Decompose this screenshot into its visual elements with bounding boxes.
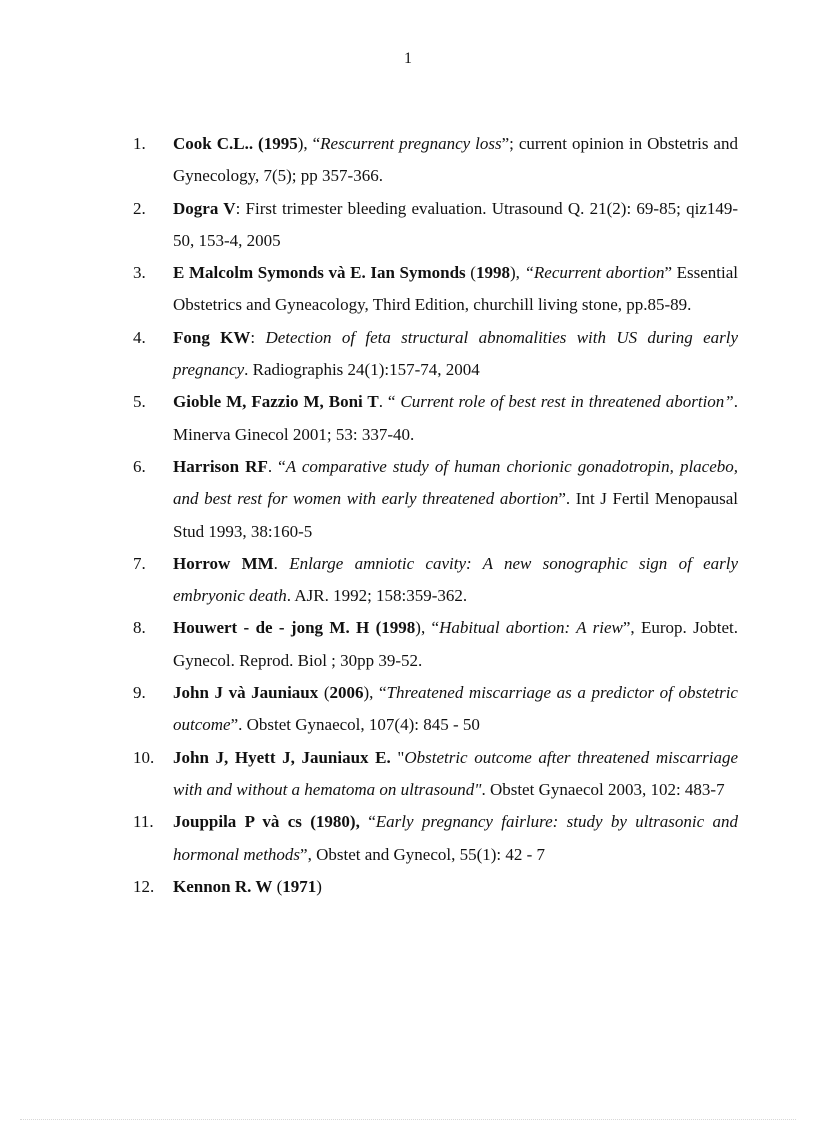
reference-text: . “: [378, 392, 401, 412]
reference-text: :: [250, 327, 266, 347]
reference-list: [133, 128, 738, 903]
reference-title: Obstetric outcome after threatened miscarriage with and without a hematoma on ultrasound": [173, 747, 738, 799]
reference-number: 5.: [133, 392, 146, 412]
reference-title: Enlarge amniotic cavity: A new sonographic sign of early embryonic death: [173, 553, 739, 606]
reference-number: 12.: [133, 876, 155, 896]
reference-authors: Cook C.L.. (1995: [173, 134, 298, 153]
reference-authors: Houwert - de - jong M. H (1998: [173, 618, 416, 638]
reference-item: [133, 548, 738, 613]
reference-number: 1.: [133, 134, 146, 153]
reference-item: [133, 193, 738, 258]
reference-text: ),: [509, 263, 525, 283]
reference-item: [133, 871, 738, 903]
reference-text: . AJR. 1992; 158:359-362.: [286, 586, 468, 606]
reference-authors: Dogra V: [173, 198, 236, 218]
reference-authors: Gioble M, Fazzio M, Boni T: [173, 392, 379, 412]
reference-authors: John J và Jauniaux: [173, 683, 319, 703]
reference-title: A comparative study of human chorionic gonadotropin, placebo, and best rest for women with early threatened abortion: [173, 456, 739, 509]
reference-text: ”; current opinion in Obstetris and Gynecology, 7(5); pp 357-366.: [173, 134, 738, 186]
reference-item: [133, 322, 738, 387]
reference-text: (: [272, 876, 283, 896]
reference-text: : First trimester bleeding evaluation. Utrasound Q. 21(2): 69-85; qiz149-50, 153-4, 2005: [173, 198, 739, 250]
reference-title: Detection of feta structural abnomalities with US during early pregnancy: [173, 327, 738, 380]
reference-item: [133, 386, 738, 451]
reference-text: ), “: [363, 683, 387, 703]
reference-text: ”, Obstet and Gynecol, 55(1): 42 - 7: [300, 844, 546, 864]
reference-text: (: [465, 263, 476, 283]
reference-text: . Radiographis 24(1):157-74, 2004: [244, 360, 480, 380]
reference-number: 10.: [133, 747, 155, 767]
reference-text: ), “: [415, 618, 440, 638]
reference-authors: Kennon R. W: [173, 876, 273, 896]
reference-authors: Harrison RF: [173, 456, 268, 476]
page-bottom-divider: [20, 1119, 796, 1120]
reference-text: . “: [267, 456, 286, 476]
reference-text: . Obstet Gynaecol 2003, 102: 483-7: [481, 779, 725, 799]
reference-text: ”, Europ. Jobtet. Gynecol. Reprod. Biol ; 30pp 39-52.: [173, 618, 738, 670]
reference-number: 8.: [133, 618, 146, 638]
reference-text: ), “: [297, 134, 321, 153]
reference-text: .: [273, 553, 290, 573]
reference-number: 9.: [133, 683, 146, 703]
reference-authors: 2006: [329, 683, 364, 703]
reference-text: ): [316, 876, 322, 896]
reference-item: [133, 128, 738, 193]
reference-item: [133, 742, 738, 807]
reference-authors: John J, Hyett J, Jauniaux E.: [173, 747, 391, 767]
reference-authors: Fong KW: [173, 327, 251, 347]
reference-text: (: [318, 683, 330, 703]
reference-item: [133, 612, 738, 677]
reference-number: 3.: [133, 263, 146, 283]
reference-text: “: [368, 812, 376, 832]
reference-authors: Horrow MM: [173, 553, 274, 573]
reference-title: Current role of best rest in threatened abortion”: [400, 392, 734, 412]
reference-title: Early pregnancy fairlure: study by ultrasonic and hormonal methods: [173, 812, 738, 864]
reference-number: 6.: [133, 456, 146, 476]
reference-item: [133, 677, 738, 742]
reference-number: 4.: [133, 327, 146, 347]
reference-text: . Minerva Ginecol 2001; 53: 337-40.: [173, 392, 738, 444]
reference-number: 11.: [133, 812, 154, 832]
reference-title: “Recurrent abortion: [524, 263, 665, 283]
reference-title: Threatened miscarriage as a predictor of obstetric outcome: [173, 683, 738, 735]
reference-item: [133, 806, 738, 871]
reference-title: Habitual abortion: A riew: [439, 618, 623, 638]
reference-number: 7.: [133, 553, 146, 573]
reference-item: [133, 257, 738, 322]
reference-text: ": [390, 747, 405, 767]
reference-authors: 1998: [475, 263, 510, 283]
reference-number: 2.: [133, 198, 146, 218]
reference-item: [133, 451, 738, 548]
reference-authors: 1971: [282, 876, 317, 896]
page-number: 1: [404, 50, 412, 67]
reference-text: ”. Obstet Gynaecol, 107(4): 845 - 50: [230, 715, 480, 735]
reference-text: ”. Int J Fertil Menopausal Stud 1993, 38:160-5: [173, 489, 738, 541]
reference-title: Rescurrent pregnancy loss: [320, 134, 502, 153]
reference-authors: Jouppila P và cs (1980),: [173, 812, 369, 832]
reference-text: ” Essential Obstetrics and Gyneacology, Third Edition, churchill living stone, pp.85-89.: [173, 263, 738, 315]
reference-authors: E Malcolm Symonds và E. Ian Symonds: [173, 263, 466, 283]
